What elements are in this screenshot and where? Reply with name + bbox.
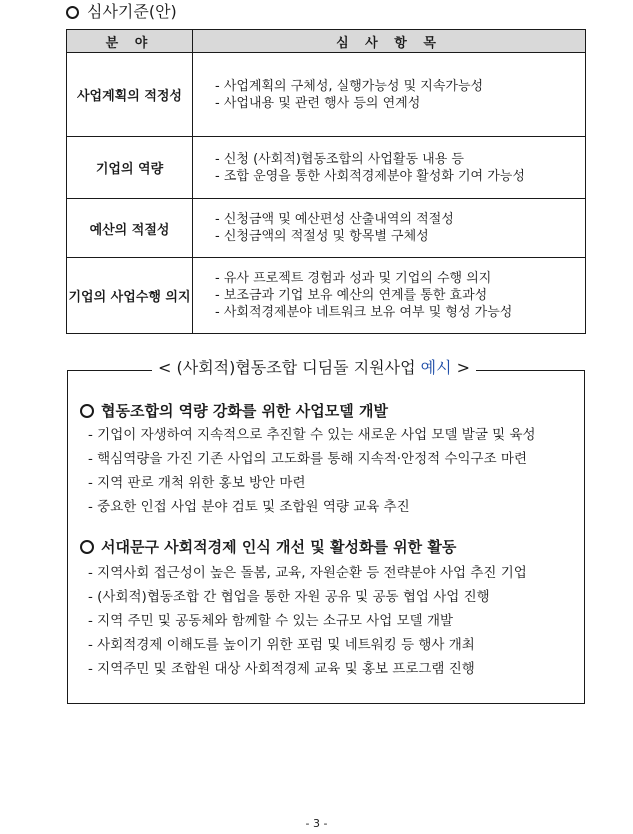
item-line: - 사회적경제분야 네트워크 보유 여부 및 형성 가능성 [215, 305, 513, 320]
list-item: - 사회적경제 이해도를 높이기 위한 포럼 및 네트워킹 등 행사 개최 [88, 637, 475, 653]
section-title-text: 심사기준(안) [87, 2, 177, 21]
hollow-circle-icon [66, 6, 79, 19]
header-items: 심 사 항 목 [193, 30, 586, 53]
table-row [67, 199, 586, 258]
group-heading-text: 서대문구 사회적경제 인식 개선 및 활성화를 위한 활동 [101, 538, 457, 556]
item-line: - 조합 운영을 통한 사회적경제분야 활성화 기여 가능성 [215, 168, 525, 184]
hollow-circle-icon [80, 540, 94, 554]
item-line: - 신청금액 및 예산편성 산출내역의 적절성 [215, 212, 454, 227]
group-heading [80, 401, 388, 421]
example-title-prefix: < (사회적)협동조합 디딤돌 지원사업 [158, 358, 416, 377]
list-item: - (사회적)협동조합 간 협업을 통한 자원 공유 및 공동 협업 사업 진행 [88, 589, 490, 605]
group-heading-text: 협동조합의 역량 강화를 위한 사업모델 개발 [101, 402, 388, 420]
list-item: - 기업이 자생하여 지속적으로 추진할 수 있는 새로운 사업 모델 발굴 및 육성 [88, 427, 536, 443]
list-item: - 지역 주민 및 공동체와 함께할 수 있는 소규모 사업 모델 개발 [88, 613, 454, 629]
group-heading [80, 537, 456, 557]
list-item: - 핵심역량을 가진 기존 사업의 고도화를 통해 지속적·안정적 수익구조 마련 [88, 451, 528, 467]
item-line: - 보조금과 기업 보유 예산의 연계를 통한 효과성 [215, 288, 488, 303]
header-field: 분 야 [67, 30, 193, 53]
list-item: - 지역 판로 개척 위한 홍보 방안 마련 [88, 475, 306, 491]
items-cell [193, 137, 586, 199]
items-cell [193, 258, 586, 334]
page-number: - 3 - [305, 817, 328, 830]
field-cell: 기업의 사업수행 의지 [67, 258, 193, 334]
field-cell: 기업의 역량 [67, 137, 193, 199]
item-line: - 신청금액의 적절성 및 항목별 구체성 [215, 229, 429, 244]
field-cell: 예산의 적절성 [67, 199, 193, 258]
example-title-suffix: > [456, 358, 471, 377]
item-line: - 신청 (사회적)협동조합의 사업활동 내용 등 [215, 151, 464, 167]
items-cell [193, 199, 586, 258]
example-title-accent: 예시 [420, 358, 452, 377]
item-line: - 사업계획의 구체성, 실행가능성 및 지속가능성 [215, 78, 484, 94]
table-row [67, 53, 586, 137]
table-row [67, 137, 586, 199]
table-header-row [67, 30, 586, 53]
field-cell: 사업계획의 적정성 [67, 53, 193, 137]
list-item: - 지역주민 및 조합원 대상 사회적경제 교육 및 홍보 프로그램 진행 [88, 661, 475, 677]
list-item: - 중요한 인접 사업 분야 검토 및 조합원 역량 교육 추진 [88, 499, 410, 515]
table-row [67, 258, 586, 334]
hollow-circle-icon [80, 404, 94, 418]
criteria-table [66, 29, 586, 334]
items-cell [193, 53, 586, 137]
list-item: - 지역사회 접근성이 높은 돌봄, 교육, 자원순환 등 전략분야 사업 추진 기업 [88, 565, 527, 581]
item-line: - 사업내용 및 관련 행사 등의 연계성 [215, 95, 421, 111]
section-title [66, 2, 177, 22]
example-title [152, 356, 476, 380]
item-line: - 유사 프로젝트 경험과 성과 및 기업의 수행 의지 [215, 271, 492, 286]
